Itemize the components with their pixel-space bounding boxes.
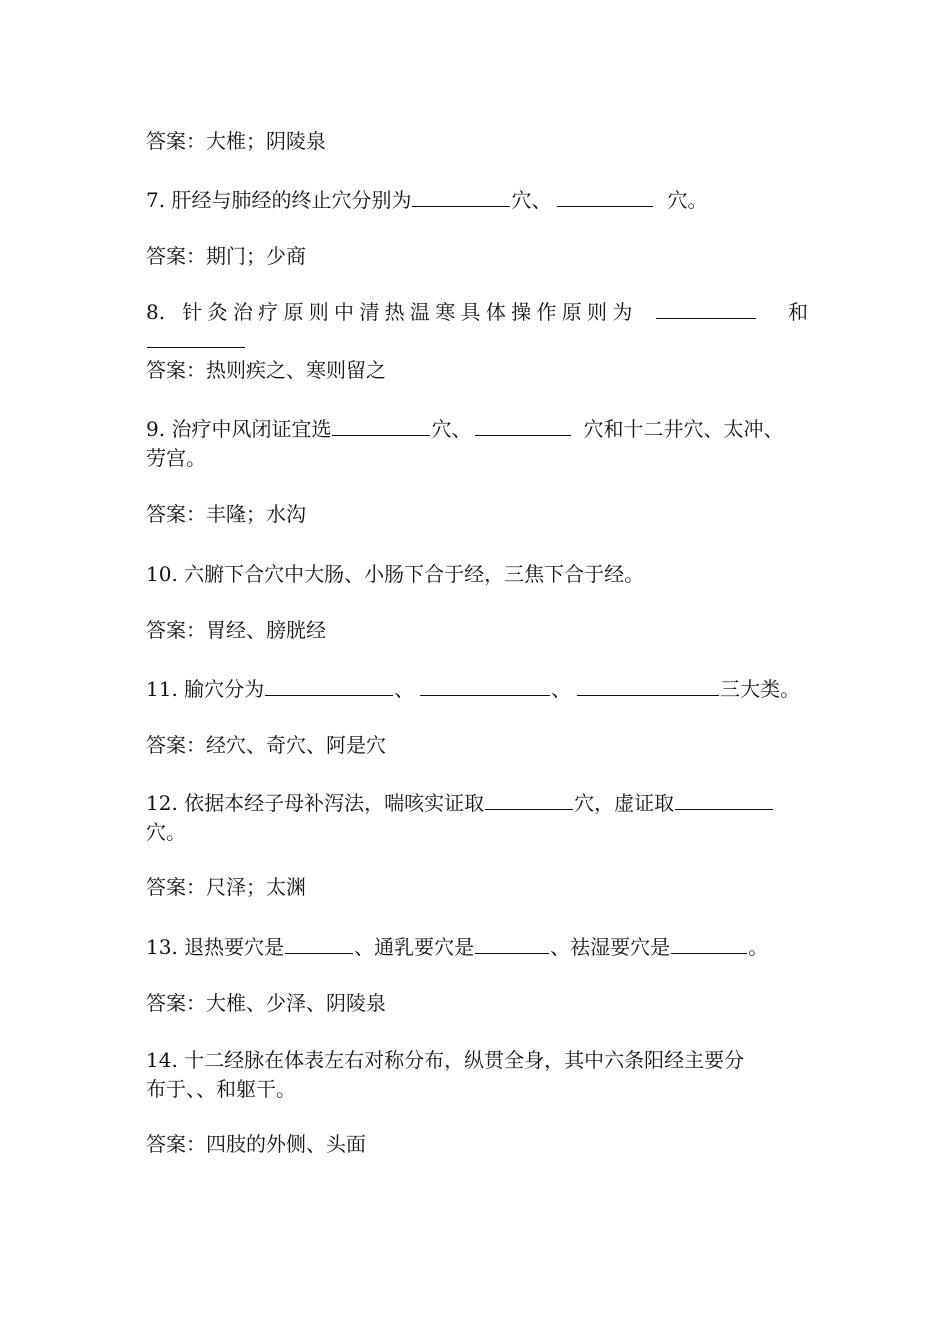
answer-text: 答案：尺泽；太渊 (146, 875, 306, 899)
fill-blank (265, 675, 393, 696)
question-7 (146, 186, 707, 214)
answer-text: 答案：大椎、少泽、阴陵泉 (146, 991, 386, 1015)
question-8-continued (146, 327, 246, 355)
question-text: 10. 六腑下合穴中大肠、小肠下合于经，三焦下合于经。 (146, 562, 645, 586)
answer-9 (146, 500, 306, 528)
answer-text: 答案：期门；少商 (146, 244, 306, 268)
question-9 (146, 415, 783, 443)
fill-blank (485, 789, 573, 810)
question-text: 穴。 (146, 820, 186, 844)
question-12-continued (146, 818, 186, 846)
question-text: 穴，虚证取 (574, 791, 675, 815)
question-text: 7. 肝经与肺经的终止穴分别为 (146, 188, 412, 212)
question-text: 、祛湿要穴是 (550, 935, 671, 959)
answer-6 (146, 127, 326, 155)
question-text: 、 (551, 677, 572, 701)
question-text: 。 (748, 935, 769, 959)
fill-blank (420, 675, 550, 696)
answer-text: 答案：四肢的外侧、头面 (146, 1132, 366, 1156)
fill-blank (577, 675, 719, 696)
question-text: 9. 治疗中风闭证宜选 (146, 417, 332, 441)
fill-blank (285, 933, 353, 954)
question-text: 11. 腧穴分为 (146, 677, 265, 701)
fill-blank (656, 298, 756, 319)
question-text: 三大类。 (720, 677, 801, 701)
answer-8 (146, 356, 386, 384)
answer-13 (146, 989, 386, 1017)
question-10 (146, 560, 644, 588)
question-text: 、通乳要穴是 (354, 935, 475, 959)
answer-text: 答案：胃经、膀胱经 (146, 618, 326, 642)
answer-7 (146, 242, 306, 270)
fill-blank (475, 933, 549, 954)
question-text: 针灸治疗原则中清热温寒具体操作原则为 (182, 300, 638, 324)
answer-10 (146, 616, 326, 644)
question-text: 14. 十二经脉在体表左右对称分布，纵贯全身，其中六条阳经主要分 (146, 1048, 745, 1072)
fill-blank (412, 186, 510, 207)
question-text: 12. 依据本经子母补泻法，喘咳实证取 (146, 791, 485, 815)
question-11 (146, 675, 800, 703)
question-8 (146, 298, 808, 326)
question-12 (146, 789, 774, 817)
question-text: 穴和十二井穴、太冲、 (583, 417, 784, 441)
question-14 (146, 1046, 744, 1074)
question-9-continued (146, 444, 206, 472)
answer-12 (146, 873, 306, 901)
question-text: 13. 退热要穴是 (146, 935, 285, 959)
fill-blank (675, 789, 773, 810)
fill-blank (332, 415, 430, 436)
question-text: 和 (787, 300, 808, 324)
answer-text: 答案：热则疾之、寒则留之 (146, 358, 386, 382)
question-text: 穴。 (667, 188, 708, 212)
question-14-continued (146, 1075, 296, 1103)
fill-blank (475, 415, 571, 436)
answer-text: 答案：大椎；阴陵泉 (146, 129, 326, 153)
answer-11 (146, 731, 386, 759)
answer-text: 答案：丰隆；水沟 (146, 502, 306, 526)
question-text: 穴、 (511, 188, 552, 212)
fill-blank (147, 327, 245, 348)
question-text: 、 (394, 677, 415, 701)
fill-blank (557, 186, 653, 207)
question-text: 劳宫。 (146, 446, 206, 470)
question-number: 8. (146, 300, 166, 324)
question-13 (146, 933, 768, 961)
answer-14 (146, 1130, 366, 1158)
question-text: 穴、 (431, 417, 472, 441)
question-text: 布于、、和躯干。 (146, 1077, 296, 1101)
fill-blank (671, 933, 747, 954)
answer-text: 答案：经穴、奇穴、阿是穴 (146, 733, 386, 757)
